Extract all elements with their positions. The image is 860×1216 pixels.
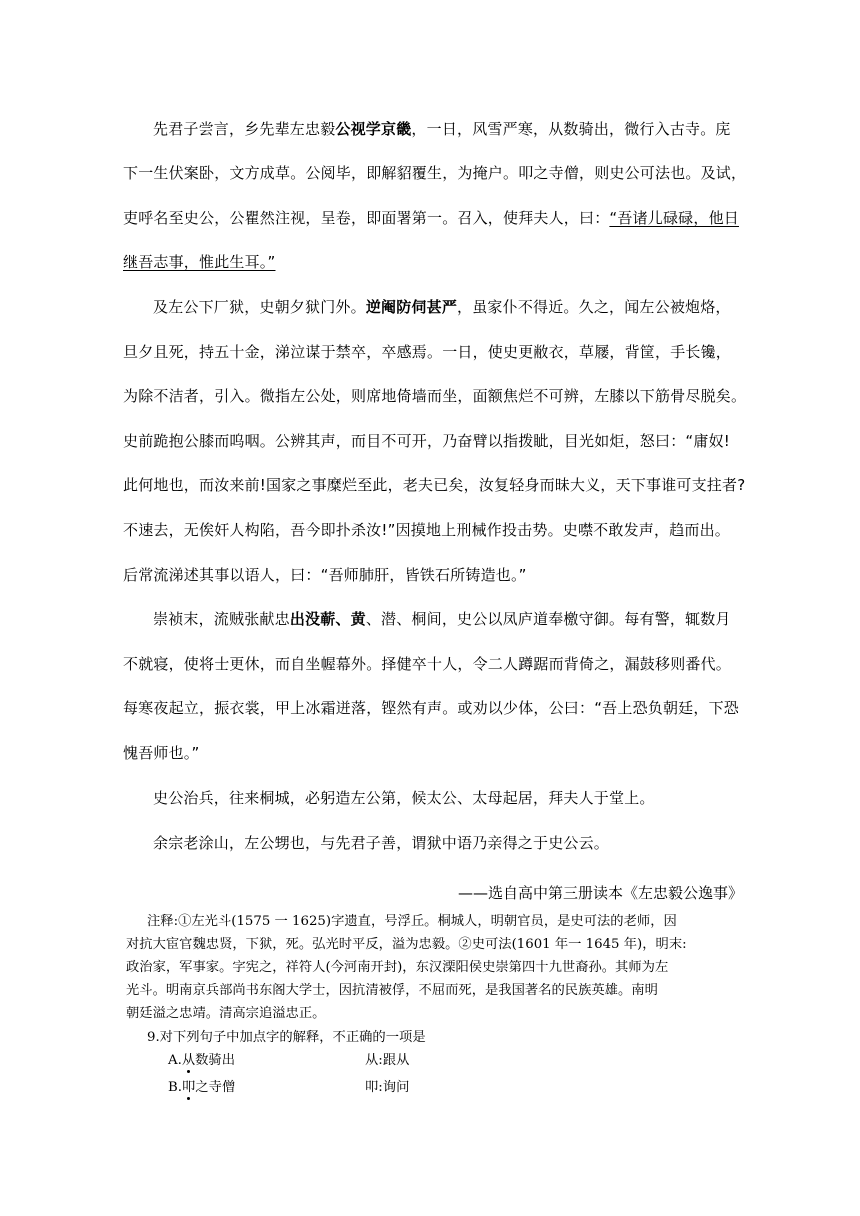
notes-line2: 对抗大宦官魏忠贤，下狱，死。弘光时平反，溢为忠毅。②史可法(1601 年一 1645 年)，明末: (126, 937, 687, 952)
bold-phrase: 出没蕲、黄 (289, 610, 366, 628)
notes-line3: 政治家，军事家。字宪之，祥符人(今河南开封)，东汉溧阳侯史崇第四十九世裔孙。其师为左 (126, 960, 669, 975)
text-span: 崇祯末，流贼张献忠 (153, 610, 290, 628)
option-b (168, 1077, 235, 1099)
text-span: 及左公下厂狱，史朝夕狱门外。 (153, 298, 366, 316)
notes-line5: 朝廷溢之忠靖。清高宗追溢忠正。 (126, 1006, 326, 1021)
bold-phrase: 公视学京畿 (335, 120, 412, 138)
notes-line4: 光斗。明南京兵部尚书东阁大学士，因抗清被俘，不屈而死，是我国著名的民族英雄。南明 (126, 983, 658, 998)
source-citation: ——选自高中第三册读本《左忠毅公逸事》 (457, 884, 743, 902)
option-label: A. (168, 1053, 182, 1068)
passage-p3-line2: 不就寝，使将士更休，而自坐幄幕外。择健卒十人，令二人蹲踞而背倚之，漏鼓移则番代。 (123, 655, 732, 673)
passage-p4: 史公治兵，往来桐城，必躬造左公第，候太公、太母起居，拜夫人于堂上。 (153, 789, 655, 807)
text-span: 吏呼名至史公，公瞿然注视，呈卷，即面署第一。召入，使拜夫人，曰： (123, 209, 610, 227)
option-text: 数骑出 (195, 1053, 236, 1068)
option-a-explanation: 从:跟从 (365, 1053, 410, 1068)
passage-p3-line3: 每寒夜起立，振衣裳，甲上冰霜迸落，铿然有声。或劝以少体，公曰：“吾上恐负朝廷，下恐 (123, 699, 739, 717)
passage-p2-line6: 不速去，无俟奸人构陷，吾今即扑杀汝!”因摸地上刑械作投击势。史噤不敢发声，趋而出。 (123, 521, 730, 539)
underlined-sentence: “吾诸儿碌碌，他日 (609, 209, 739, 227)
dotted-character: 从 (181, 1053, 196, 1068)
passage-p5: 余宗老涂山，左公甥也，与先君子善，谓狱中语乃亲得之于史公云。 (153, 834, 610, 852)
passage-p3-line4: 愧吾师也。” (123, 744, 200, 762)
passage-p2-line1 (153, 297, 743, 317)
passage-p3-line1 (153, 609, 743, 629)
passage-p2-line7: 后常流涕述其事以语人，曰：“吾师肺肝，皆铁石所铸造也。” (123, 566, 527, 584)
passage-p1-line2: 下一生伏案卧，文方成草。公阅毕，即解貂覆生，为掩户。叩之寺僧，则史公可法也。及试， (123, 164, 747, 182)
passage-p2-line2: 旦夕且死，持五十金，涕泣谋于禁卒，卒感焉。一日，使史更敝衣，草屦，背筐，手长镵， (123, 343, 732, 361)
passage-p2-line4: 史前跪抱公膝而呜咽。公辨其声，而目不可开，乃奋臂以指拨眦，目光如炬，怒曰：“庸奴! (123, 432, 730, 450)
text-span: 、潜、桐间，史公以凤庐道奉檄守御。每有警，辄数月 (365, 610, 731, 628)
passage-p2-line5: 此何地也，而汝来前!国家之事糜烂至此，老夫已矣，汝复轻身而昧大义，天下事谁可支拄者? (123, 476, 746, 494)
option-text: 之寺僧 (195, 1080, 236, 1095)
underlined-sentence: 继吾志事，惟此生耳。” (123, 253, 276, 271)
passage-p1-line3 (123, 208, 743, 228)
option-label: B. (168, 1080, 182, 1095)
passage-p1-line4 (123, 252, 743, 272)
option-a (168, 1050, 235, 1072)
passage-p1-line1 (153, 119, 743, 139)
text-span: ，虽家仆不得近。久之，闻左公被炮烙， (457, 298, 731, 316)
text-span: ，一日，风雪严寒，从数骑出，微行入古寺。庑 (411, 120, 731, 138)
notes-line1: 注释:①左光斗(1575 一 1625)字遗直，号浮丘。桐城人，明朝官员，是史可法的老师，因 (147, 914, 677, 929)
dotted-character: 叩 (182, 1080, 196, 1095)
text-span: 先君子尝言，乡先辈左忠毅 (153, 120, 336, 138)
question-stem: 9.对下列句子中加点字的解释，不正确的一项是 (147, 1030, 426, 1045)
bold-phrase: 逆阉防伺甚严 (365, 298, 458, 316)
option-b-explanation: 叩:询问 (365, 1080, 410, 1095)
passage-p2-line3: 为除不洁者，引入。微指左公处，则席地倚墙而坐，面额焦烂不可辨，左膝以下筋骨尽脱矣。 (123, 387, 747, 405)
